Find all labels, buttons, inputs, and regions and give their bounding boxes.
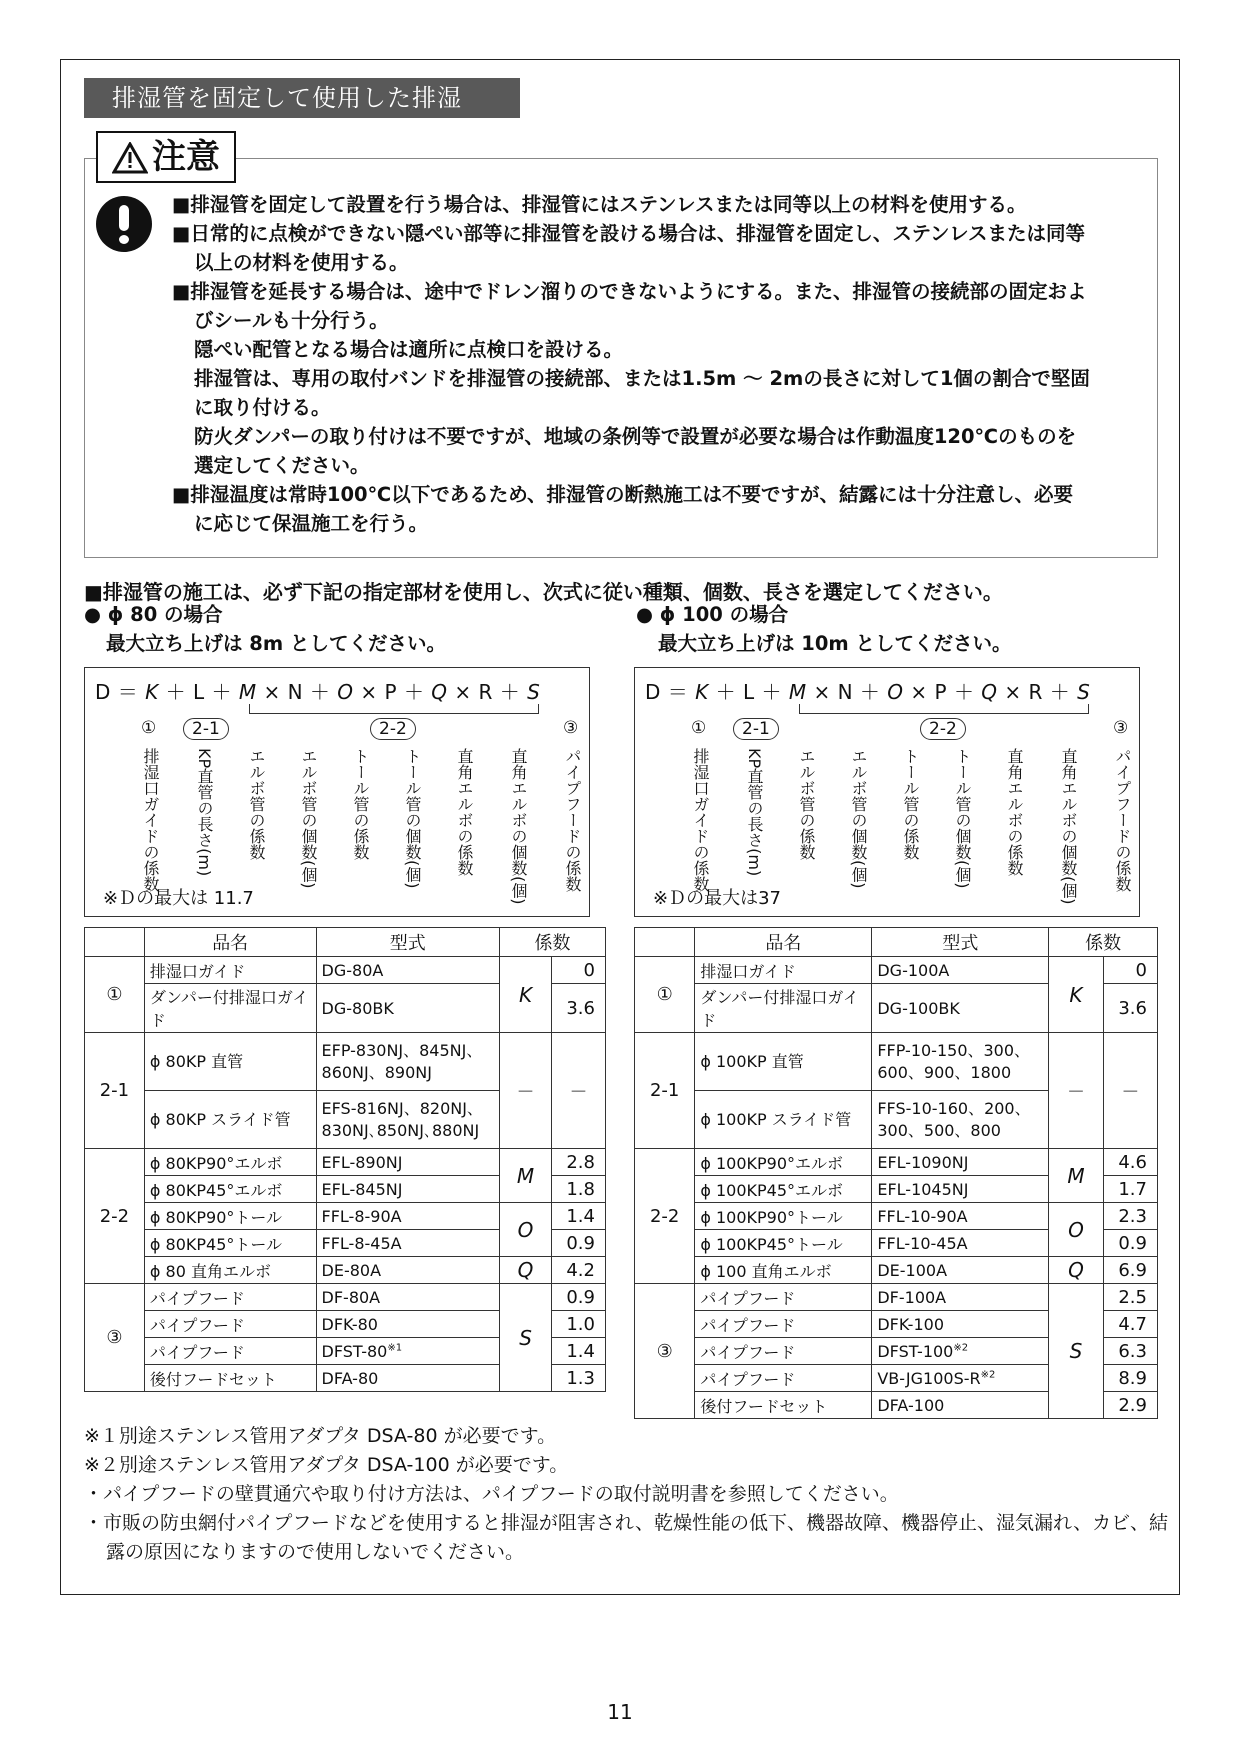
coef-value: 1.0 <box>552 1311 606 1338</box>
part-model: EFL-1045NJ <box>872 1176 1049 1203</box>
part-model: DF-80A <box>316 1284 500 1311</box>
caution-line: ■排湿管を固定して設置を行う場合は、排湿管にはステンレスまたは同等以上の材料を使用する。 <box>172 193 1027 216</box>
phi80-dmax: ※Ｄの最大は 11.7 <box>103 888 254 909</box>
formula-num-2-1: 2-1 <box>183 718 229 740</box>
coef-value: 2.5 <box>1103 1284 1157 1311</box>
part-model: DG-80BK <box>316 984 500 1033</box>
caution-line: に取り付ける。 <box>194 396 331 419</box>
part-model: DE-80A <box>316 1257 500 1284</box>
coef-value: 2.8 <box>552 1149 606 1176</box>
part-model: DE-100A <box>872 1257 1049 1284</box>
coef-value: 6.9 <box>1103 1257 1157 1284</box>
formula-label: エルボ管の係数 <box>247 748 266 860</box>
caution-line: ■排湿温度は常時100℃以下であるため、排湿管の断熱施工は不要ですが、結露には十分注意し、必要 <box>172 483 1073 506</box>
part-name: ダンパー付排湿口ガイド <box>144 984 316 1033</box>
table-row <box>635 1257 1158 1284</box>
part-model: EFL-845NJ <box>316 1176 500 1203</box>
part-name: ϕ 80KP90°トール <box>144 1203 316 1230</box>
caution-line: 以上の材料を使用する。 <box>194 251 409 274</box>
part-model: FFS-10-160、200、300、500、800 <box>872 1091 1049 1149</box>
part-name: ϕ 80 直角エルボ <box>144 1257 316 1284</box>
formula: D ＝ K ＋ L ＋ M × N ＋ O × P ＋ Q × R ＋ S <box>645 680 1091 704</box>
part-name: ϕ 100 直角エルボ <box>695 1257 872 1284</box>
phi100-title: ● ϕ 100 の場合 <box>636 603 789 626</box>
coef-value: 2.3 <box>1103 1203 1157 1230</box>
footnotes <box>84 1422 1176 1567</box>
formula-label: 直角エルボの係数 <box>455 748 474 876</box>
part-name: ϕ 100KP45°トール <box>695 1230 872 1257</box>
formula-brace <box>799 704 1089 714</box>
group-2-1: 2-1 <box>85 1033 145 1149</box>
formula-num-2-2: 2-2 <box>370 718 416 740</box>
footnote-mark: ※1 <box>387 1342 403 1354</box>
coef-value: 1.7 <box>1103 1176 1157 1203</box>
part-model: FFL-8-45A <box>316 1230 500 1257</box>
part-model: DFK-100 <box>872 1311 1049 1338</box>
group-2-1: 2-1 <box>635 1033 695 1149</box>
phi80-title: ● ϕ 80 の場合 <box>84 603 223 626</box>
table-row <box>635 957 1158 984</box>
table-row <box>635 1149 1158 1176</box>
coef-value: 3.6 <box>552 984 606 1033</box>
coef-symbol: O <box>500 1203 552 1257</box>
part-name: ϕ 100KP スライド管 <box>695 1091 872 1149</box>
formula-label: エルボ管の係数 <box>797 748 816 860</box>
phi80-rise: 最大立ち上げは 8m としてください。 <box>106 632 446 655</box>
part-model: DFK-80 <box>316 1311 500 1338</box>
part-name: ϕ 100KP 直管 <box>695 1033 872 1091</box>
coef-value: 0.9 <box>552 1284 606 1311</box>
coef-symbol: － <box>500 1033 552 1149</box>
coef-value: 1.4 <box>552 1203 606 1230</box>
formula-num-3: ③ <box>563 718 579 738</box>
part-model: DFA-100 <box>872 1392 1049 1419</box>
coef-value: 6.3 <box>1103 1338 1157 1365</box>
caution-label <box>96 131 236 183</box>
page-number: 11 <box>607 1700 633 1724</box>
footnote: ・市販の防虫網付パイプフードなどを使用すると排湿が阻害され、乾燥性能の低下、機器故障、機器停止、湿気漏れ、カビ、結露の原因になりますので使用しないでください。 <box>84 1512 1168 1563</box>
table-header-row <box>85 928 606 957</box>
phi80-formula-box <box>84 667 590 917</box>
part-name: ϕ 80KP 直管 <box>144 1033 316 1091</box>
coef-value: 1.3 <box>552 1365 606 1392</box>
coef-value: 4.7 <box>1103 1311 1157 1338</box>
group-3: ③ <box>85 1284 145 1392</box>
formula-num-1: ① <box>691 718 707 738</box>
caution-line: 排湿管は、専用の取付バンドを排湿管の接続部、または1.5m ～ 2mの長さに対して1個の割合で堅固 <box>194 367 1090 390</box>
coef-symbol: S <box>500 1284 552 1392</box>
part-model: FFL-10-45A <box>872 1230 1049 1257</box>
phi100-rise: 最大立ち上げは 10m としてください。 <box>658 632 1012 655</box>
part-name: ϕ 80KP90°エルボ <box>144 1149 316 1176</box>
formula-num-3: ③ <box>1113 718 1129 738</box>
phi100-parts-table <box>634 927 1158 1419</box>
coef-symbol: O <box>1049 1203 1103 1257</box>
coef-value: 8.9 <box>1103 1365 1157 1392</box>
coef-value: 2.9 <box>1103 1392 1157 1419</box>
coef-value: 0 <box>552 957 606 984</box>
formula-label: トール管の個数(個) <box>953 748 972 889</box>
part-name: ϕ 100KP45°エルボ <box>695 1176 872 1203</box>
part-name: 排湿口ガイド <box>144 957 316 984</box>
part-model: DFST-80$^{※1}$ <box>316 1338 500 1365</box>
part-model: DFA-80 <box>316 1365 500 1392</box>
header-coef: 係数 <box>500 928 606 957</box>
part-model: $VB-JG100S-R^{※2}$ <box>872 1365 1049 1392</box>
header-model: 型式 <box>316 928 500 957</box>
part-model: EFL-890NJ <box>316 1149 500 1176</box>
table-row <box>635 1284 1158 1311</box>
part-model: FFL-8-90A <box>316 1203 500 1230</box>
footnote: ※２別途ステンレス管用アダプタ DSA-100 が必要です。 <box>84 1454 569 1476</box>
formula-label: トール管の係数 <box>351 748 370 860</box>
formula-label: 直角エルボの個数(個) <box>509 748 528 905</box>
part-name: パイプフード <box>144 1284 316 1311</box>
caution-line: ■排湿管を延長する場合は、途中でドレン溜りのできないようにする。また、排湿管の接続部の固定およ <box>172 280 1087 303</box>
coef-value: － <box>552 1033 606 1149</box>
caution-text <box>172 190 1142 538</box>
coef-value: 1.4 <box>552 1338 606 1365</box>
formula-label: パイプフードの係数 <box>563 748 582 892</box>
formula-num-2-2: 2-2 <box>920 718 966 740</box>
caution-line: 選定してください。 <box>194 454 370 477</box>
phi80-parts-table <box>84 927 606 1392</box>
part-model: DF-100A <box>872 1284 1049 1311</box>
formula-label: エルボ管の個数(個) <box>849 748 868 889</box>
formula-label: 直角エルボの個数(個) <box>1059 748 1078 905</box>
group-1: ① <box>635 957 695 1033</box>
exclamation-icon <box>96 196 152 252</box>
formula-brace <box>249 704 539 714</box>
coef-symbol: S <box>1049 1284 1103 1419</box>
coef-symbol: M <box>500 1149 552 1203</box>
footnote-mark: ※2 <box>980 1369 996 1381</box>
phi100-dmax: ※Ｄの最大は37 <box>653 888 781 909</box>
formula-label: トール管の個数(個) <box>403 748 422 889</box>
table-row <box>85 1257 606 1284</box>
phi100-heading <box>636 600 1012 658</box>
coef-value: 4.6 <box>1103 1149 1157 1176</box>
formula-label: トール管の係数 <box>901 748 920 860</box>
footnote-mark: ※2 <box>953 1342 969 1354</box>
table-row <box>635 1033 1158 1091</box>
group-2-2: 2-2 <box>85 1149 145 1284</box>
coef-symbol: Q <box>1049 1257 1103 1284</box>
part-name: 後付フードセット <box>144 1365 316 1392</box>
part-name: ϕ 100KP90°トール <box>695 1203 872 1230</box>
part-model: FFP-10-150、300、600、900、1800 <box>872 1033 1049 1091</box>
coef-symbol: K <box>1049 957 1103 1033</box>
caution-line: 隠ぺい配管となる場合は適所に点検口を設ける。 <box>194 338 624 361</box>
table-row <box>85 1203 606 1230</box>
header-coef: 係数 <box>1049 928 1158 957</box>
part-name: パイプフード <box>695 1338 872 1365</box>
part-model: FFL-10-90A <box>872 1203 1049 1230</box>
part-name: 排湿口ガイド <box>695 957 872 984</box>
intro-text: ■排湿管の施工は、必ず下記の指定部材を使用し、次式に従い種類、個数、長さを選定してください。 <box>84 580 1003 604</box>
formula-label: 排湿口ガイドの係数 <box>141 748 160 892</box>
group-3: ③ <box>635 1284 695 1419</box>
part-model: DG-80A <box>316 957 500 984</box>
part-model: EFP-830NJ、845NJ、860NJ、890NJ <box>316 1033 500 1091</box>
coef-value: 4.2 <box>552 1257 606 1284</box>
warning-triangle-icon <box>112 142 148 174</box>
coef-value: 0 <box>1103 957 1157 984</box>
formula: D ＝ K ＋ L ＋ M × N ＋ O × P ＋ Q × R ＋ S <box>95 680 541 704</box>
formula-label: KP直管の長さ(m) <box>195 748 214 877</box>
coef-value: 1.8 <box>552 1176 606 1203</box>
caution-line: に応じて保温施工を行う。 <box>194 512 429 535</box>
part-model: EFL-1090NJ <box>872 1149 1049 1176</box>
part-name: ϕ 80KP45°エルボ <box>144 1176 316 1203</box>
header-model: 型式 <box>872 928 1049 957</box>
formula-num-1: ① <box>141 718 157 738</box>
part-model: DG-100A <box>872 957 1049 984</box>
part-name: ϕ 100KP90°エルボ <box>695 1149 872 1176</box>
part-name: 後付フードセット <box>695 1392 872 1419</box>
header-name: 品名 <box>695 928 872 957</box>
formula-label: 排湿口ガイドの係数 <box>691 748 710 892</box>
header-name: 品名 <box>144 928 316 957</box>
coef-value: 0.9 <box>1103 1230 1157 1257</box>
table-row <box>85 957 606 984</box>
group-1: ① <box>85 957 145 1033</box>
formula-label: KP直管の長さ(m) <box>745 748 764 877</box>
phi100-formula-box <box>634 667 1140 917</box>
part-model: DG-100BK <box>872 984 1049 1033</box>
formula-label: パイプフードの係数 <box>1113 748 1132 892</box>
coef-symbol: Q <box>500 1257 552 1284</box>
footnote: ・パイプフードの壁貫通穴や取り付け方法は、パイプフードの取付説明書を参照してください。 <box>84 1483 899 1505</box>
table-row <box>635 1203 1158 1230</box>
coef-value: 0.9 <box>552 1230 606 1257</box>
part-name: パイプフード <box>144 1338 316 1365</box>
table-row <box>85 1033 606 1091</box>
coef-symbol: K <box>500 957 552 1033</box>
part-name: パイプフード <box>695 1365 872 1392</box>
part-model: DFST-100$^{※2}$ <box>872 1338 1049 1365</box>
formula-num-2-1: 2-1 <box>733 718 779 740</box>
caution-label-text: 注意 <box>152 137 220 177</box>
part-name: パイプフード <box>695 1311 872 1338</box>
table-row <box>85 1284 606 1311</box>
caution-line: 防火ダンパーの取り付けは不要ですが、地域の条例等で設置が必要な場合は作動温度120℃のものを <box>194 425 1077 448</box>
table-row <box>85 1149 606 1176</box>
part-name: パイプフード <box>144 1311 316 1338</box>
footnote: ※１別途ステンレス管用アダプタ DSA-80 が必要です。 <box>84 1425 557 1447</box>
part-name: ϕ 80KP スライド管 <box>144 1091 316 1149</box>
phi80-heading <box>84 600 446 658</box>
part-model: EFS-816NJ、820NJ、830NJ､850NJ､880NJ <box>316 1091 500 1149</box>
part-name: パイプフード <box>695 1284 872 1311</box>
coef-symbol: － <box>1049 1033 1103 1149</box>
formula-label: エルボ管の個数(個) <box>299 748 318 889</box>
coef-symbol: M <box>1049 1149 1103 1203</box>
coef-value: － <box>1103 1033 1157 1149</box>
table-header-row <box>635 928 1158 957</box>
section-title: 排湿管を固定して使用した排湿 <box>84 78 520 118</box>
caution-line: びシールも十分行う。 <box>194 309 389 332</box>
part-name: ダンパー付排湿口ガイド <box>695 984 872 1033</box>
part-name: ϕ 80KP45°トール <box>144 1230 316 1257</box>
group-2-2: 2-2 <box>635 1149 695 1284</box>
coef-value: 3.6 <box>1103 984 1157 1033</box>
caution-line: ■日常的に点検ができない隠ぺい部等に排湿管を設ける場合は、排湿管を固定し、ステンレスまたは同等 <box>172 222 1085 245</box>
formula-label: 直角エルボの係数 <box>1005 748 1024 876</box>
